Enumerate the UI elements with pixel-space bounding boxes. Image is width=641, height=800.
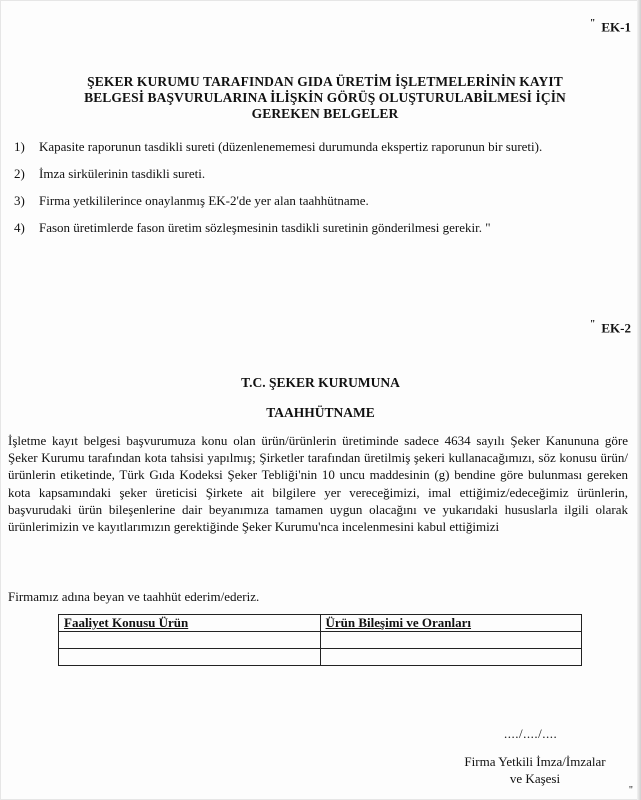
list-item [14,139,632,154]
list-item-text: Fason üretimlerde fason üretim sözleşmesinin tasdikli suretinin gönderilmesi gerekir. " [39,220,491,235]
list-item-number: 4) [14,220,25,235]
page-edge-shadow [637,0,641,800]
table-cell[interactable] [59,632,321,649]
list-item-text: Firma yetkililerince onaylanmış EK-2'de yer alan taahhütname. [39,193,369,208]
table-header-row [59,615,582,632]
list-item-number: 2) [14,166,25,181]
header-activity-product: Faaliyet Konusu Ürün [64,615,189,630]
table-cell[interactable] [320,649,582,666]
declaration-text: Firmamız adına beyan ve taahhüt ederim/ederiz. [8,589,260,604]
table-header-cell [59,615,321,632]
list-item-number: 1) [14,139,25,154]
header-product-composition: Ürün Bileşimi ve Oranları [325,615,472,630]
ek1-title [40,74,610,122]
table-cell[interactable] [59,649,321,666]
ek1-title-line-3: GEREKEN BELGELER [251,106,399,121]
table-row [59,632,582,649]
addressee-heading: T.C. ŞEKER KURUMUNA [241,375,400,390]
signature-line-1: Firma Yetkili İmza/İmzalar [464,754,606,769]
ek1-title-line-2: BELGESİ BAŞVURULARINA İLİŞKİN GÖRÜŞ OLUŞTURULABİLMESİ İÇİN [84,90,566,105]
list-item-text: Kapasite raporunun tasdikli sureti (düzenlenememesi durumunda ekspertiz raporunun bir sureti). [39,139,543,154]
table-row [59,649,582,666]
ek1-title-line-1: ŞEKER KURUMU TARAFINDAN GIDA ÜRETİM İŞLETMELERİNİN KAYIT [87,74,563,89]
document-title: TAAHHÜTNAME [266,405,375,420]
product-table [58,614,582,666]
table-cell[interactable] [320,632,582,649]
closing-quote: " [628,785,633,796]
list-item-text: İmza sirkülerinin tasdikli sureti. [39,166,206,181]
required-documents-list [14,139,632,247]
annex-ek1-label [590,18,631,35]
annex-ek2-quote: " [589,319,596,330]
list-item-number: 3) [14,193,25,208]
annex-ek1-text: EK-1 [601,19,631,35]
list-item [14,220,632,235]
undertaking-body-text: İşletme kayıt belgesi başvurumuza konu olan ürün/ürünlerin üretiminde sadece 4634 sayılı Şeker Kanununa göre Şeker Kurumu tarafından kota tahsisi yapılmış; Şirketler tarafından üretilmiş şekeri kullanacağımızı, söz konusu ürün/ürünlerin etiketinde, Türk Gıda Kodeksi Şeker Tebliği'nin 10 uncu maddesinin (g) bendine göre bulunması gereken kota kapsamındaki şeker üreticisi Şirkete ait bilgilere yer vereceğimizi, imal ettiğimiz/edeceğimiz ürünlerin, başvurudaki ürün bileşenlerine dair beyanımıza tamamen uygun olacağını ve yukarıdaki hususlarla ilgili olarak ürünlerimizin ve kayıtlarımızın gerektiğinde Şeker Kurumu'nca incelenmesini kabul ettiğimizi [8,433,628,535]
signature-line-2: ve Kaşesi [509,771,561,786]
list-item [14,166,632,181]
annex-ek1-quote: " [589,18,596,29]
annex-ek2-text: EK-2 [601,320,631,336]
signature-block [430,753,640,787]
table-header-cell [320,615,582,632]
date-placeholder: ..../..../.... [504,726,558,741]
annex-ek2-label [590,319,631,336]
list-item [14,193,632,208]
